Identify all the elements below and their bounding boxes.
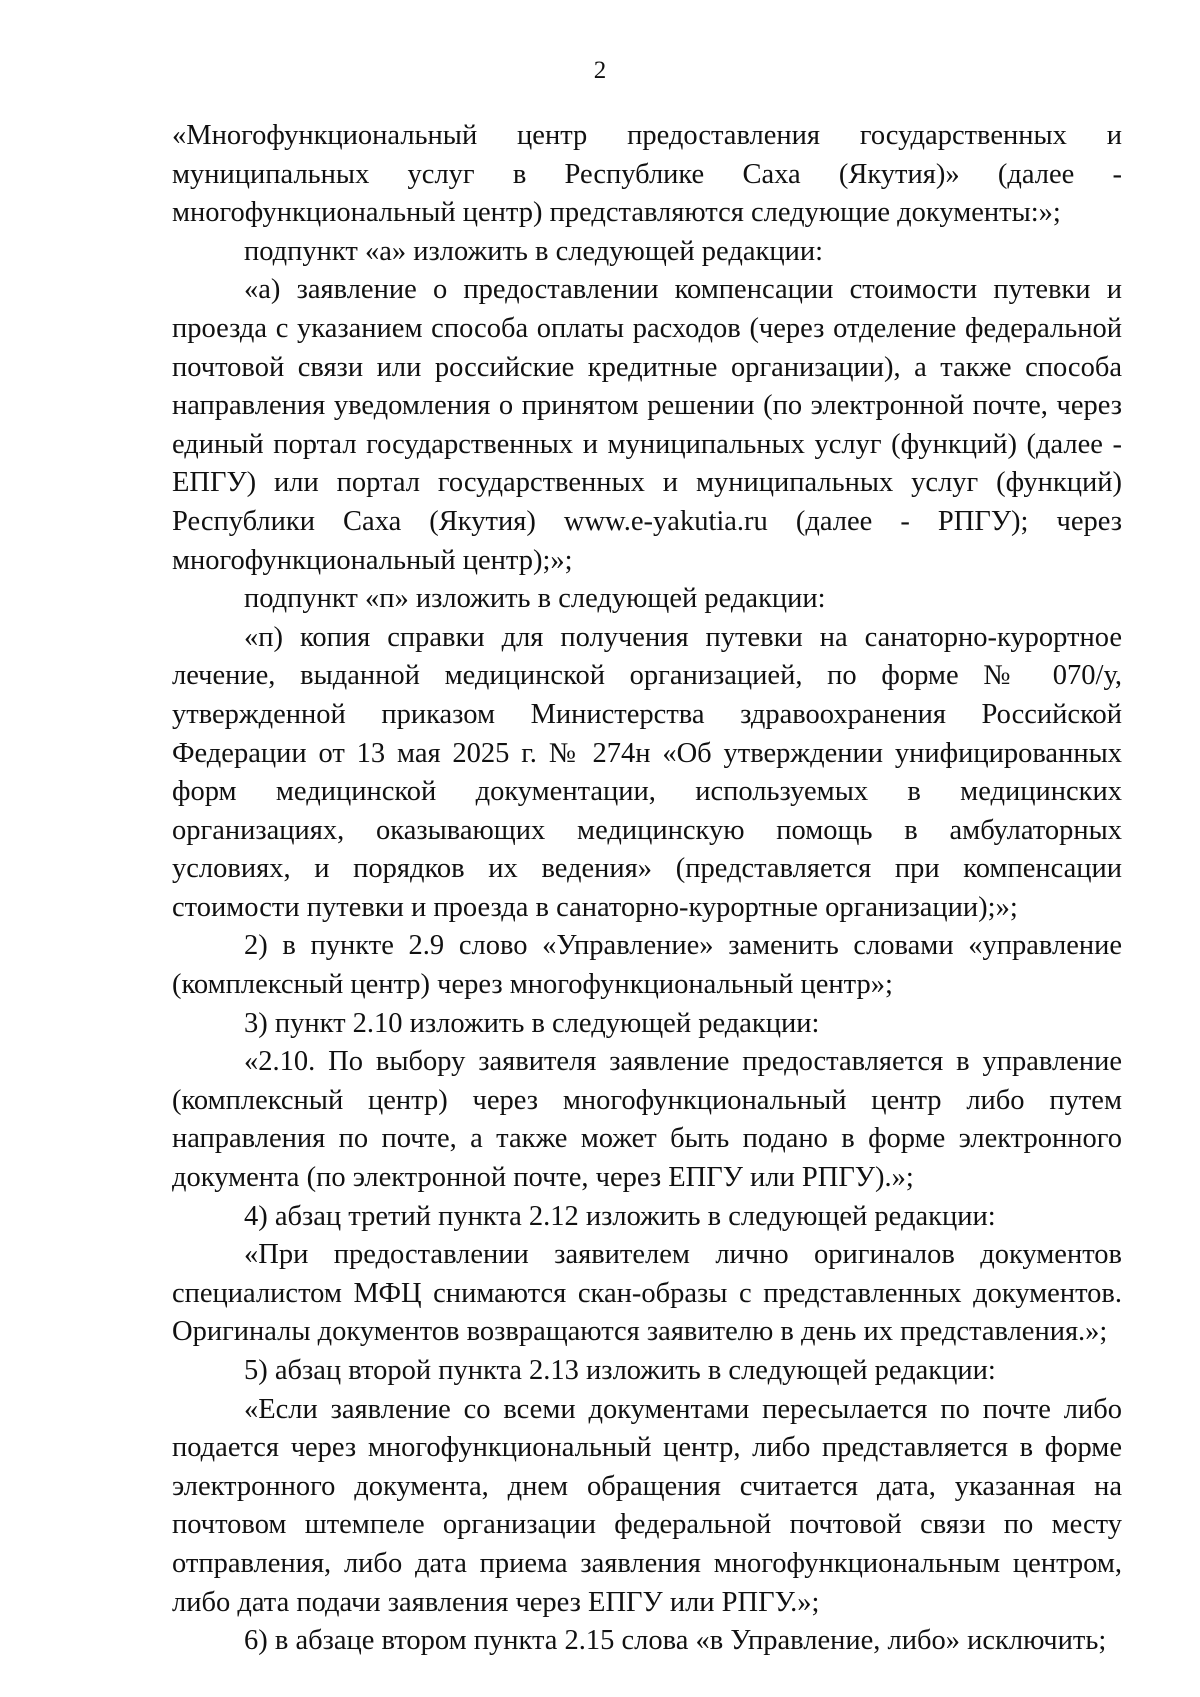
paragraph: «а) заявление о предоставлении компенсации стоимости путевки и проезда с указанием способа оплаты расходов (через отделение федеральной почтовой связи или российские кредитные организации), а также способа направления уведомления о принятом решении (по электронной почте, через единый портал государственных и муниципальных услуг (функций) (далее - ЕПГУ) или портал государственных и муниципальных услуг (функций) Республики Саха (Якутия) www.e-yakutia.ru (далее - РПГУ); через многофункциональный центр);»; (172, 274, 1122, 576)
paragraph: подпункт «а» изложить в следующей редакции: (244, 235, 823, 267)
paragraph: «При предоставлении заявителем лично оригиналов документов специалистом МФЦ снимаются скан-образы с представленных документов. Оригиналы документов возвращаются заявителю в день их представления.»; (172, 1239, 1122, 1348)
paragraph: «п) копия справки для получения путевки на санаторно-курортное лечение, выданной медицинской организацией, по форме № 070/у, утвержденной приказом Министерства здравоохранения Российской Федерации от 13 мая 2025 г. № 274н «Об утверждении унифицированных форм медицинской документации, используемых в медицинских организациях, оказывающих медицинскую помощь в амбулаторных условиях, и порядков их ведения» (представляется при компенсации стоимости путевки и проезда в санаторно-курортные организации);»; (172, 621, 1122, 923)
paragraph: «Если заявление со всеми документами пересылается по почте либо подается через многофункциональный центр, либо представляется в форме электронного документа, днем обращения считается дата, указанная на почтовом штемпеле организации федеральной почтовой связи по месту отправления, либо дата приема заявления многофункциональным центром, либо дата подачи заявления через ЕПГУ или РПГУ.»; (172, 1393, 1122, 1618)
paragraph: подпункт «п» изложить в следующей редакции: (244, 583, 826, 615)
paragraph: «2.10. По выбору заявителя заявление предоставляется в управление (комплексный центр) через многофункциональный центр либо путем направления по почте, а также может быть подано в форме электронного документа (по электронной почте, через ЕПГУ или РПГУ).»; (172, 1046, 1122, 1194)
paragraph: 4) абзац третий пункта 2.12 изложить в следующей редакции: (244, 1200, 996, 1232)
document-body (172, 117, 1122, 1661)
paragraph: 5) абзац второй пункта 2.13 изложить в следующей редакции: (244, 1355, 996, 1386)
paragraph: 2) в пункте 2.9 слово «Управление» заменить словами «управление (комплексный центр) через многофункциональный центр»; (172, 930, 1122, 1001)
paragraph: «Многофункциональный центр предоставления государственных и муниципальных услуг в Республике Саха (Якутия)» (далее - многофункциональный центр) представляются следующие документы:»; (172, 120, 1122, 229)
paragraph: 6) в абзаце втором пункта 2.15 слова «в Управление, либо» исключить; (244, 1625, 1107, 1657)
paragraph: 3) пункт 2.10 изложить в следующей редакции: (244, 1007, 820, 1039)
page-number: 2 (593, 57, 607, 84)
